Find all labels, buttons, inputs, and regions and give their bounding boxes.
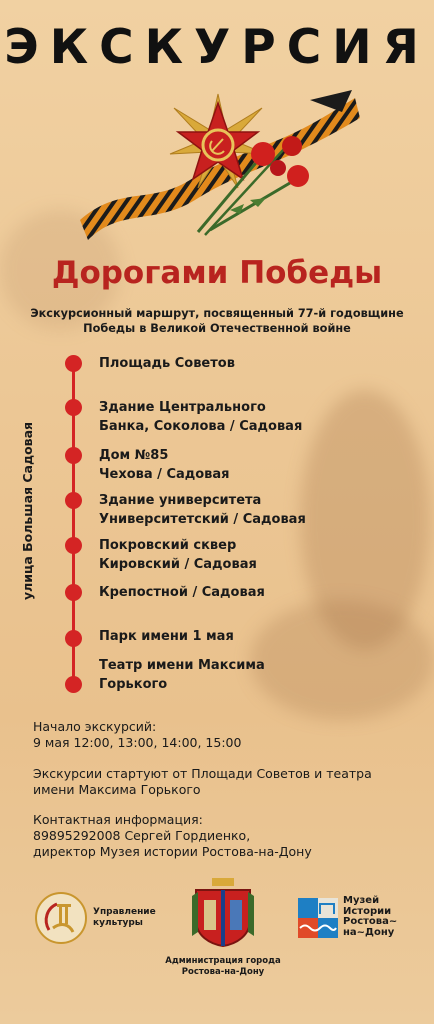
background-monument-base	[250, 600, 434, 720]
route-stop-line: Покровский сквер	[99, 538, 237, 553]
route-stop-line: Кировский / Садовая	[99, 557, 257, 572]
route-stop-line: Театр имени Максима	[99, 658, 265, 673]
route-stop-2	[99, 398, 302, 436]
start-info-block	[33, 766, 372, 798]
route-stop-line: Дом №85	[99, 448, 169, 463]
route-stop-dot	[65, 492, 82, 509]
route-stop-dot	[65, 630, 82, 647]
museum-logo-icon	[298, 898, 338, 938]
start-info-line-1: Экскурсии стартуют от Площади Советов и театра	[33, 766, 372, 781]
museum-logo-line-4: на~Дону	[343, 926, 395, 938]
route-stop-dot	[65, 399, 82, 416]
order-emblem-icon	[80, 90, 360, 250]
description-line-2: Победы в Великой Отечественной войне	[83, 322, 351, 335]
culture-logo-line-1: Управление	[93, 907, 156, 917]
rostov-coat-of-arms-icon	[190, 876, 256, 948]
route-stop-5	[99, 536, 257, 574]
contact-phone-person: 89895292008 Сергей Гордиенко,	[33, 828, 251, 843]
museum-logo-line-3: Ростова~	[343, 916, 398, 927]
schedule-times: 9 мая 12:00, 13:00, 14:00, 15:00	[33, 735, 242, 750]
culture-department-logo-icon	[35, 892, 87, 944]
route-stop-8	[99, 656, 265, 694]
route-stop-line: Горького	[99, 677, 168, 692]
route-stop-dot	[65, 537, 82, 554]
route-stop-dot	[65, 584, 82, 601]
culture-logo-text	[93, 907, 156, 929]
route-stop-line: Крепостной / Садовая	[99, 585, 265, 600]
route-stop-4	[99, 491, 306, 529]
route-stop-6	[99, 583, 265, 602]
administration-logo-line-1: Администрация города	[165, 956, 281, 966]
route-stop-line: Университетский / Садовая	[99, 512, 306, 527]
schedule-label: Начало экскурсий:	[33, 719, 157, 734]
administration-logo-line-2: Ростова-на-Дону	[181, 967, 265, 977]
start-info-line-2: имени Максима Горького	[33, 782, 201, 797]
route-stop-line: Парк имени 1 мая	[99, 629, 234, 644]
route-stop-line: Здание Центрального	[99, 400, 266, 415]
route-stop-7	[99, 627, 234, 646]
route-stop-line: Здание университета	[99, 493, 262, 508]
route-stop-line: Чехова / Садовая	[99, 467, 230, 482]
route-stop-line: Площадь Советов	[99, 356, 235, 371]
description-line-1: Экскурсионный маршрут, посвященный 77-й годовщине	[30, 307, 404, 320]
contact-block	[33, 812, 312, 860]
excursion-description	[20, 306, 414, 336]
museum-logo-line-1: Музей	[343, 895, 380, 906]
route-stop-dot	[65, 447, 82, 464]
contact-position: директор Музея истории Ростова-на-Дону	[33, 844, 312, 859]
street-label: улица Большая Садовая	[20, 421, 35, 600]
contact-label: Контактная информация:	[33, 812, 203, 827]
page-title: ЭКСКУРСИЯ	[4, 20, 430, 75]
excursion-name: Дорогами Победы	[51, 255, 383, 291]
route-stop-line: Банка, Соколова / Садовая	[99, 419, 303, 434]
schedule-block	[33, 719, 241, 751]
route-stop-dot	[65, 355, 82, 372]
museum-logo-text	[343, 896, 397, 938]
administration-logo-text	[150, 956, 296, 978]
museum-logo-line-2: Истории	[343, 905, 392, 917]
route-stop-1	[99, 354, 235, 373]
route-stop-dot	[65, 676, 82, 693]
culture-logo-line-2: культуры	[93, 918, 143, 928]
route-stop-3	[99, 446, 230, 484]
